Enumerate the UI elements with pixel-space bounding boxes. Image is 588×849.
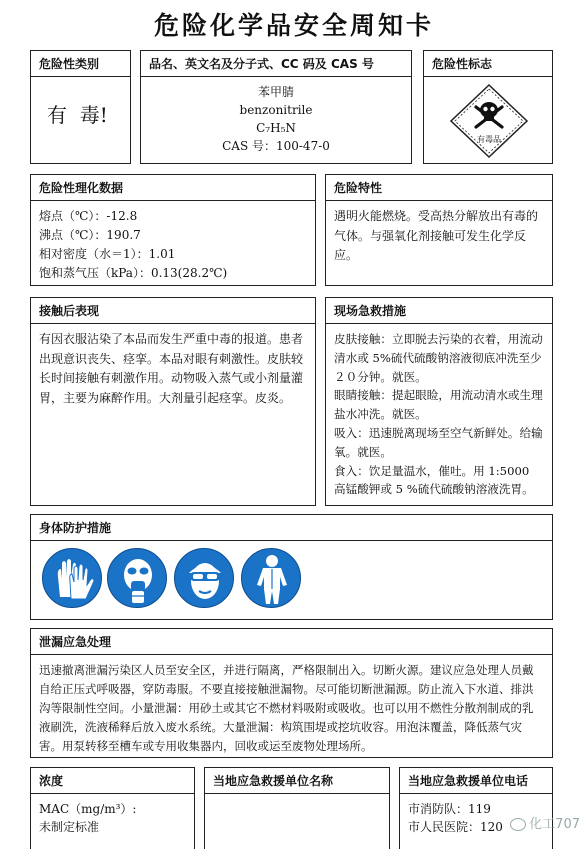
gas-mask-icon (107, 548, 167, 608)
concentration-box (30, 767, 195, 849)
physchem-box (30, 174, 316, 286)
hazard-char-box (325, 174, 553, 286)
relative-density: 相对密度（水＝1）：1.01 (39, 247, 176, 261)
hazard-sign-box (423, 50, 553, 164)
mac-value: 未制定标准 (39, 820, 100, 834)
hazard-sign-label: 有毒品 (477, 135, 501, 144)
gloves-icon (42, 548, 102, 608)
fire-brigade-phone: 市消防队：119 (408, 802, 491, 816)
concentration-header: 浓度 (31, 768, 194, 794)
first-aid-header: 现场急救措施 (326, 298, 552, 324)
skull-crossbones-icon (449, 83, 529, 159)
hospital-phone: 市人民医院：120 (408, 820, 503, 834)
chemical-cn-name: 苯甲腈 (257, 85, 294, 99)
cas-number: CAS 号：100-47-0 (222, 139, 330, 153)
melting-point: 熔点（℃）：-12.8 (39, 209, 138, 223)
exposure-text: 有因衣服沾染了本品而发生严重中毒的报道。患者出现意识丧失、痉挛。本品对眼有刺激性。皮肤较长时间接触有刺激作用。动物吸入蒸气或小剂量灌胃，主要为麻醉作用。大剂量引起痉挛。皮炎。 (39, 332, 304, 405)
wechat-icon (510, 818, 526, 831)
hazard-category-value: 有 毒! (47, 103, 108, 127)
page-title: 危险化学品安全周知卡 (153, 11, 434, 40)
safety-goggles-icon (174, 548, 234, 608)
protective-suit-icon (241, 548, 301, 608)
spill-box (30, 628, 553, 758)
first-aid-ingestion: 食入：饮足量温水，催吐。用 1:5000 高锰酸钾或 5 %硫代硫酸钠溶液洗胃。 (334, 463, 534, 497)
local-unit-box (204, 767, 390, 849)
protection-header: 身体防护措施 (31, 515, 552, 541)
spill-text: 迅速撤离泄漏污染区人员至安全区，并进行隔离，严格限制出入。切断火源。建议应急处理人员戴自给正压式呼吸器，穿防毒服。不要直接接触泄漏物。尽可能切断泄漏源。防止流入下水道、排洪沟等限制性空间。小量泄漏：用砂土或其它不燃材料吸附或吸收。也可以用不燃性分散剂制成的乳液刷洗，洗液稀释后放入废水系统。大量泄漏：构筑围堤或挖坑收容。用泡沫覆盖，降低蒸气灾害。用泵转移至槽车或专用收集器内，回收或运至废物处理场所。 (39, 663, 534, 753)
spill-header: 泄漏应急处理 (31, 629, 552, 655)
local-unit-header: 当地应急救援单位名称 (205, 768, 389, 794)
first-aid-skin: 皮肤接触：立即脱去污染的衣着，用流动清水或 5%硫代硫酸钠溶液彻底冲洗至少２０分钟。就医。 (334, 332, 543, 384)
watermark-text: 化工707 (529, 817, 580, 832)
hazard-char-header: 危险特性 (326, 175, 552, 201)
boiling-point: 沸点（℃）：190.7 (39, 228, 141, 242)
hazard-char-text: 遇明火能燃烧。受高热分解放出有毒的气体。与强氧化剂接触可发生化学反应。 (334, 209, 539, 262)
physchem-header: 危险性理化数据 (31, 175, 315, 201)
hazard-sign-header: 危险性标志 (424, 51, 552, 77)
first-aid-eye: 眼睛接触：提起眼睑，用流动清水或生理盐水冲洗。就医。 (334, 388, 543, 422)
local-phone-box (399, 767, 553, 849)
exposure-box (30, 297, 316, 506)
chemical-formula: C₇H₅N (256, 121, 296, 135)
first-aid-box (325, 297, 553, 506)
vapor-pressure: 饱和蒸气压（kPa）：0.13(28.2℃) (39, 266, 228, 280)
chemical-en-name: benzonitrile (239, 103, 313, 117)
watermark (510, 813, 580, 832)
hazard-category-box (30, 50, 131, 164)
identity-header: 品名、英文名及分子式、CC 码及 CAS 号 (141, 51, 411, 77)
hazard-category-header: 危险性类别 (31, 51, 130, 77)
first-aid-inhalation: 吸入：迅速脱离现场至空气新鲜处。给输氧。就医。 (334, 425, 543, 459)
local-phone-header: 当地应急救援单位电话 (400, 768, 552, 794)
identity-box (140, 50, 412, 164)
mac-label: MAC（mg/m³）: (39, 802, 137, 816)
exposure-header: 接触后表现 (31, 298, 315, 324)
